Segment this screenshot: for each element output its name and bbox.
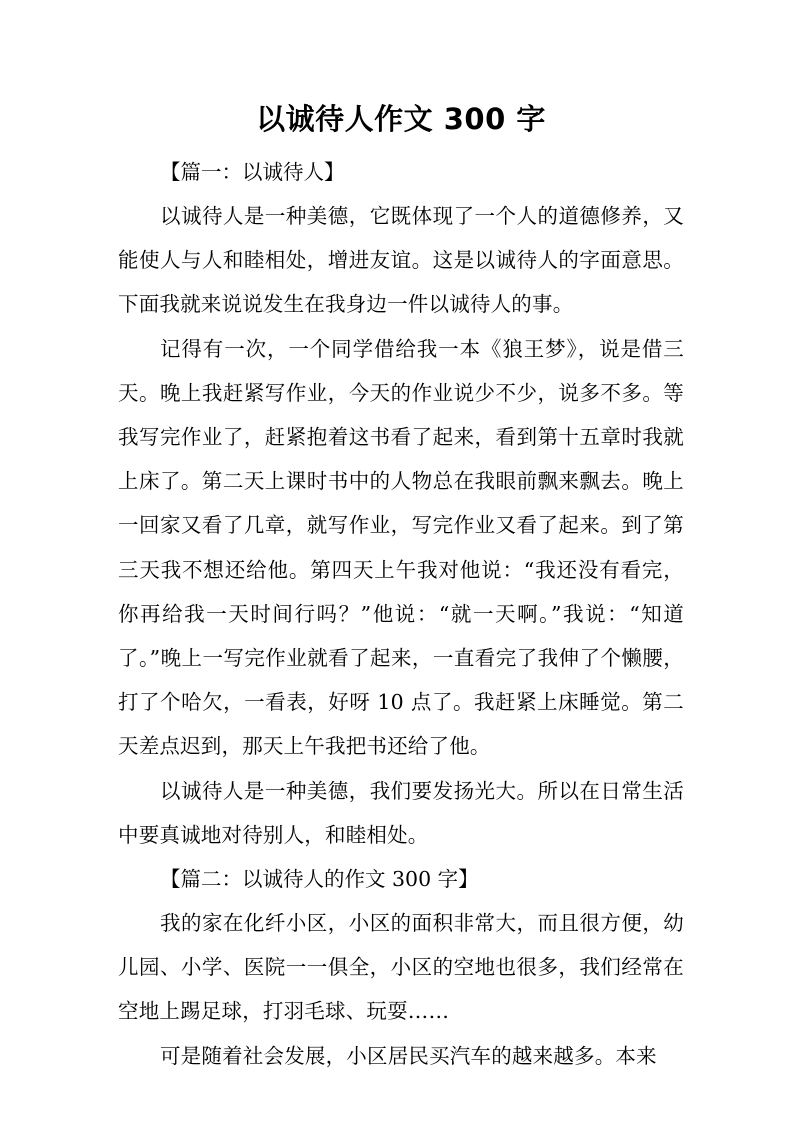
paragraph: 记得有一次，一个同学借给我一本《狼王梦》，说是借三天。晚上我赶紧写作业，今天的作业说少不少，说多不多。等我写完作业了，赶紧抱着这书看了起来，看到第十五章时我就上床了。第二天上课时书中的人物总在我眼前飘来飘去。晚上一回家又看了几章，就写作业，写完作业又看了起来。到了第三天我不想还给他。第四天上午我对他说：“我还没有看完，你再给我一天时间行吗？”他说：“就一天啊。”我说：“知道了。”晚上一写完作业就看了起来，一直看完了我伸了个懒腰，打了个哈欠，一看表，好呀 10 点了。我赶紧上床睡觉。第二天差点迟到，那天上午我把书还给了他。	[118, 336, 684, 759]
paragraph: 以诚待人是一种美德，我们要发扬光大。所以在日常生活中要真诚地对待别人，和睦相处。	[118, 778, 684, 847]
paragraph: 可是随着社会发展，小区居民买汽车的越来越多。本来	[160, 1043, 657, 1068]
section-heading: 【篇二：以诚待人的作文 300 字】	[160, 867, 479, 892]
paragraph: 我的家在化纤小区，小区的面积非常大，而且很方便，幼儿园、小学、医院一一俱全，小区的空地也很多，我们经常在空地上踢足球，打羽毛球、玩耍……	[118, 911, 684, 1024]
document-title: 以诚待人作文 300 字	[256, 102, 546, 136]
document-body	[118, 150, 684, 1078]
section-2	[118, 857, 684, 1078]
section-heading: 【篇一：以诚待人】	[160, 160, 345, 184]
section-1	[118, 150, 684, 857]
paragraph: 以诚待人是一种美德，它既体现了一个人的道德修养，又能使人与人和睦相处，增进友谊。这是以诚待人的字面意思。下面我就来说说发生在我身边一件以诚待人的事。	[118, 204, 684, 317]
